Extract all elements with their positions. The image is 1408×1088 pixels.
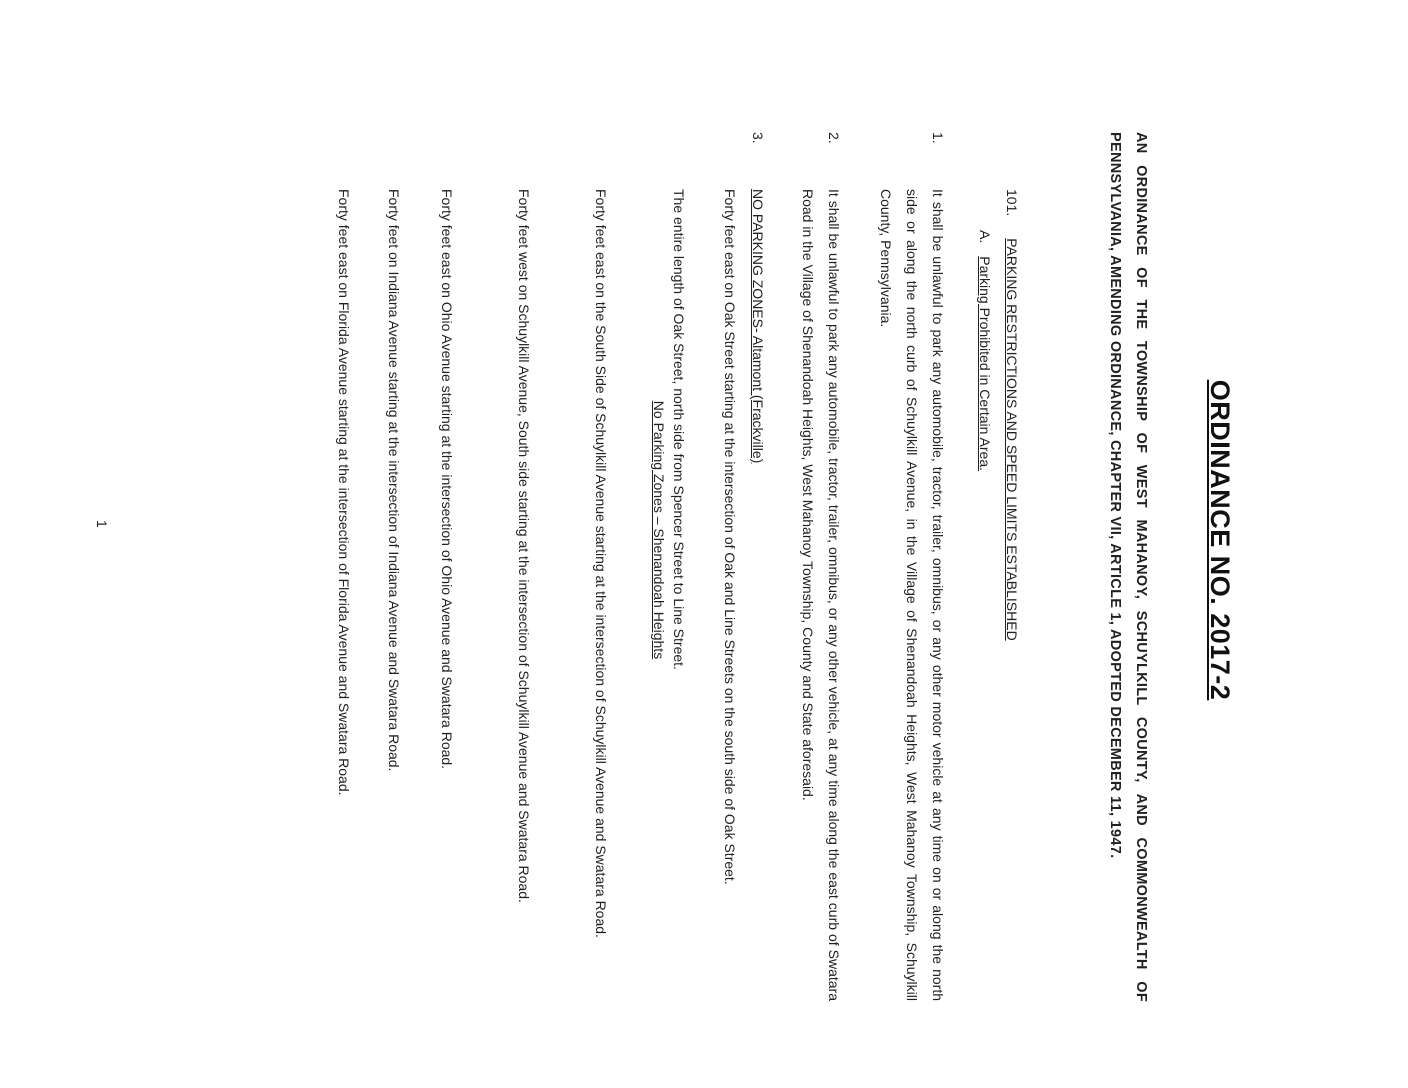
shenandoah-heading: No Parking Zones – Shenandoah Heights: [651, 400, 667, 660]
paragraph-oak-entire: The entire length of Oak Street, north side from Spencer Street to Line Street.: [671, 189, 687, 670]
paragraph-schuylkill-west: Forty feet west on Schuylkill Avenue, South side starting at the intersection of Schuylkill Avenue and Swatara Road.: [516, 189, 532, 903]
item-text: It shall be unlawful to park any automobile, tractor, trailer, omnibus, or any other vehicle, at any time along the east curb of Swatara Road in the Village of Shenandoah Heights, West Mahanoy Township, County and State aforesaid.: [800, 189, 842, 1001]
list-item: [795, 132, 847, 1001]
document-page: [0, 80, 1250, 1080]
item-number: 2.: [826, 132, 842, 144]
subsection-letter: A.: [977, 230, 993, 244]
subsection-label: Parking Prohibited in Certain Area.: [977, 256, 993, 472]
item-number: 3.: [750, 132, 766, 144]
paragraph-indiana: Forty feet on Indiana Avenue starting at the intersection of Indiana Avenue and Swatara Road.: [386, 189, 402, 772]
list-item: [745, 132, 771, 1001]
subsection-a: [977, 230, 993, 471]
item-number: 1.: [930, 132, 946, 144]
list-item: [873, 132, 951, 1001]
item-text: It shall be unlawful to park any automobile, tractor, trailer, omnibus, or any other motor vehicle at any time on or along the north side or along the north curb of Schuylkill Avenue, in the Village of Shenandoah Heights, West Mahanoy Township, Schuylkill County, Pennsylvania.: [878, 189, 946, 1001]
paragraph-florida: Forty feet east on Florida Avenue starting at the intersection of Florida Avenue and Swatara Road.: [336, 189, 352, 796]
section-101: [1004, 189, 1020, 641]
ordinance-heading: AN ORDINANCE OF THE TOWNSHIP OF WEST MAHANOY, SCHUYLKILL COUNTY, AND COMMONWEALTH OF PENNSYLVANIA, AMENDING ORDINANCE, CHAPTER VII, ARTICLE 1, ADOPTED DECEMBER 11, 1947.: [1107, 132, 1149, 1002]
section-label: PARKING RESTRICTIONS AND SPEED LIMITS ESTABLISHED: [1004, 238, 1020, 641]
item-text: NO PARKING ZONES- Altamont (Frackville): [750, 189, 766, 464]
page-number: 1: [94, 520, 110, 528]
paragraph-schuylkill-east: Forty feet east on the South Side of Schuylkill Avenue starting at the intersection of Schuylkill Avenue and Swatara Road.: [593, 189, 609, 938]
section-number: 101.: [1004, 189, 1020, 217]
paragraph-oak-forty: Forty feet east on Oak Street starting at the intersection of Oak and Line Streets on the south side of Oak Street.: [722, 189, 738, 885]
document-title: ORDINANCE NO. 2017-2: [1205, 379, 1235, 701]
paragraph-ohio: Forty feet east on Ohio Avenue starting at the intersection of Ohio Avenue and Swatara Road.: [439, 189, 455, 770]
